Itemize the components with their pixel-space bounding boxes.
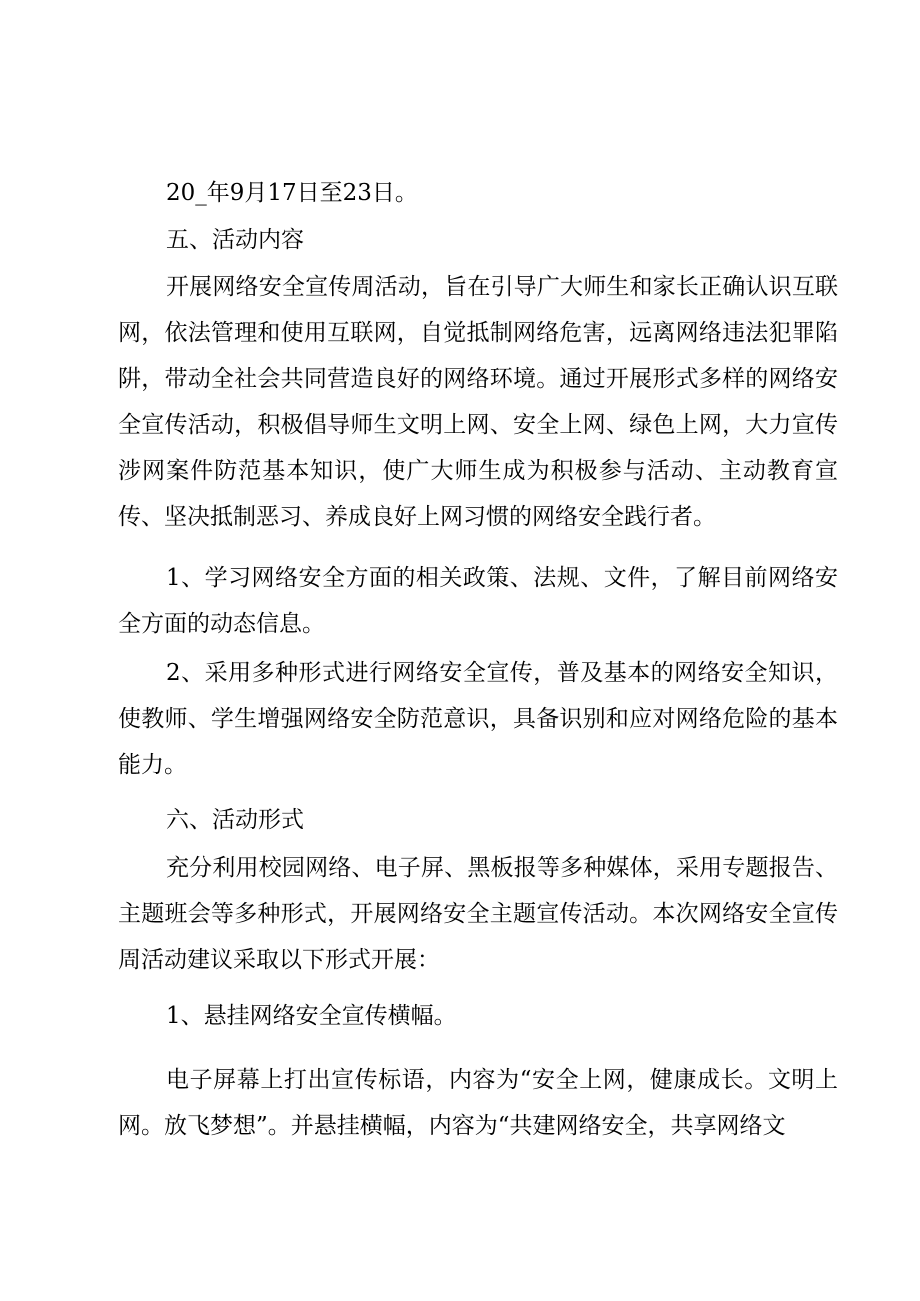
- section-heading-activity-content: 五、活动内容: [166, 227, 304, 253]
- paragraph-slogans: 电子屏幕上打出宣传标语，内容为“安全上网，健康成长。文明上网。放飞梦想”。并悬挂横幅，内容为“共建网络安全，共享网络文: [118, 1067, 838, 1139]
- section-heading-activity-form: 六、活动形式: [166, 807, 304, 833]
- paragraph-date: 20_年9月17日至23日。: [166, 180, 418, 206]
- paragraph-activity-form: 充分利用校园网络、电子屏、黑板报等多种媒体，采用专题报告、主题班会等多种形式，开展网络安全主题宣传活动。本次网络安全宣传周活动建议采取以下形式开展：: [118, 855, 838, 973]
- list-item-2-publicity: 2、采用多种形式进行网络安全宣传，普及基本的网络安全知识，使教师、学生增强网络安全防范意识，具备识别和应对网络危险的基本能力。: [118, 660, 838, 778]
- list-item-1-study-policies: 1、学习网络安全方面的相关政策、法规、文件，了解目前网络安全方面的动态信息。: [118, 565, 838, 637]
- list-item-1-hang-banner: 1、悬挂网络安全宣传横幅。: [166, 1003, 457, 1029]
- paragraph-activity-purpose: 开展网络安全宣传周活动，旨在引导广大师生和家长正确认识互联网，依法管理和使用互联网，自觉抵制网络危害，远离网络违法犯罪陷阱，带动全社会共同营造良好的网络环境。通过开展形式多样的网络安全宣传活动，积极倡导师生文明上网、安全上网、绿色上网，大力宣传涉网案件防范基本知识，使广大师生成为积极参与活动、主动教育宣传、坚决抵制恶习、养成良好上网习惯的网络安全践行者。: [118, 274, 838, 530]
